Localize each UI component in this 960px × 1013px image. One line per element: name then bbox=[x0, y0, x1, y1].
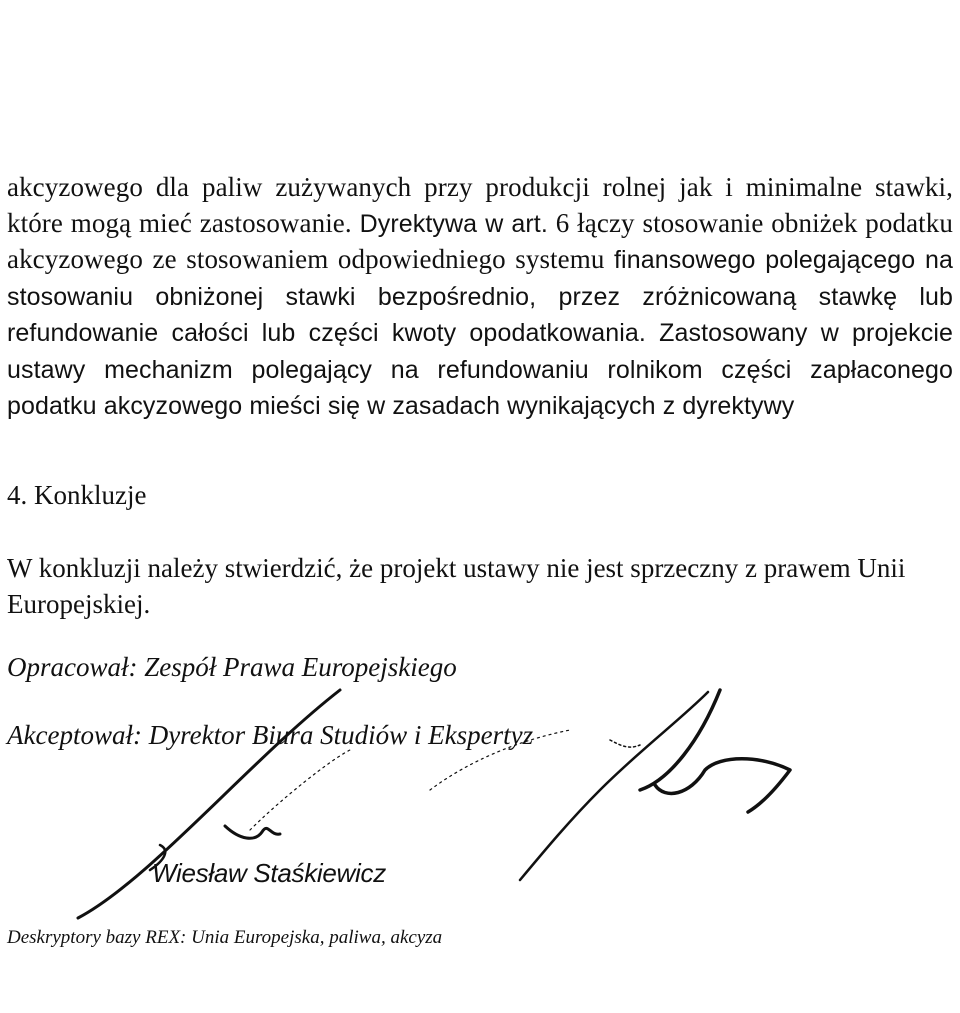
signature-stroke bbox=[225, 826, 280, 838]
signature-stroke bbox=[610, 740, 640, 747]
signer-name: Wiesław Staśkiewicz bbox=[152, 858, 386, 888]
section-heading: 4. Konkluzje bbox=[7, 480, 147, 510]
signature-stroke bbox=[640, 690, 720, 790]
body-text-3: 6 łączy stosowanie obniżek podatku akcyzowego ze stosowaniem odpowiedniego systemu bbox=[7, 207, 953, 274]
document-body bbox=[7, 170, 953, 425]
prepared-by-line: Opracował: Zespół Prawa Europejskiego bbox=[7, 652, 457, 682]
body-text-2: Dyrektywa w art. bbox=[359, 209, 548, 238]
body-paragraph bbox=[7, 170, 953, 425]
accepted-by-line: Akceptował: Dyrektor Biura Studiów i Ekspertyz bbox=[7, 720, 534, 750]
body-text-4: finansowego polegającego na stosowaniu obniżonej stawki bezpośrednio, przez zróżnicowaną stawkę lub refundowanie całości lub części kwoty opodatkowania. bbox=[7, 246, 953, 347]
conclusion-paragraph: W konkluzji należy stwierdzić, że projekt ustawy nie jest sprzeczny z prawem Unii Europejskiej. bbox=[7, 553, 906, 619]
body-text-5: Zastosowany w projekcie ustawy mechanizm polegający na refundowaniu rolnikom części zapłaconego podatku akcyzowego mieści się w zasadach wynikających z dyrektywy bbox=[7, 319, 953, 420]
signature-stroke bbox=[520, 692, 708, 880]
descriptors-line: Deskryptory bazy REX: Unia Europejska, paliwa, akcyza bbox=[7, 927, 443, 948]
signature-stroke bbox=[250, 750, 350, 830]
body-text-1: akcyzowego dla paliw zużywanych przy produkcji rolnej jak i minimalne stawki, które mogą mieć zastosowanie. bbox=[7, 172, 953, 238]
signature-stroke bbox=[655, 759, 790, 812]
